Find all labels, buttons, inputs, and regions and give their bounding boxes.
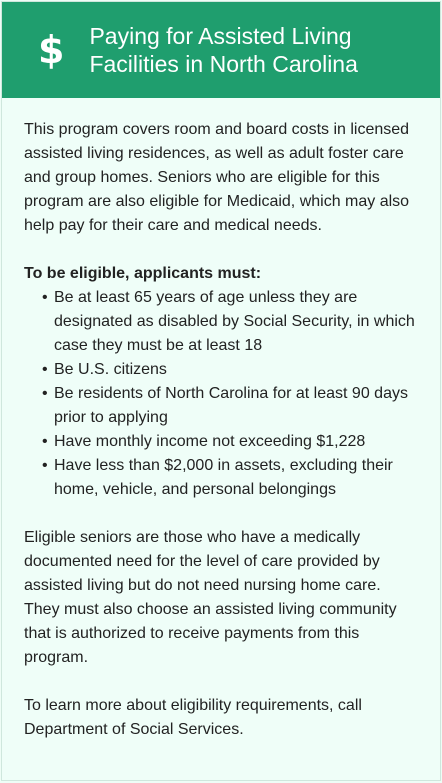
card-title: Paying for Assisted Living Facilities in North Carolina [89, 23, 358, 77]
list-item: • Be at least 65 years of age unless they are designated as disabled by Social Security, in which case they must be at least 18 [24, 286, 420, 358]
info-card [1, 1, 441, 781]
eligibility-heading: To be eligible, applicants must: [24, 265, 262, 282]
list-item: • Be U.S. citizens [24, 358, 420, 382]
list-item: • Have less than $2,000 in assets, excluding their home, vehicle, and personal belongings [24, 454, 420, 502]
requirements-list [24, 286, 420, 502]
card-header [2, 2, 440, 98]
dollar-sign-icon: $ [38, 28, 65, 72]
list-item: • Be residents of North Carolina for at least 90 days prior to applying [24, 382, 420, 430]
intro-paragraph: This program covers room and board costs in licensed assisted living residences, as well as adult foster care and group homes. Seniors who are eligible for this program are also eligible for Medicaid, which may also help pay for their care and medical needs. [24, 121, 410, 234]
eligible-seniors-paragraph: Eligible seniors are those who have a medically documented need for the level of care provided by assisted living but do not need nursing home care. They must also choose an assisted living community that is authorized to receive payments from this program. [24, 529, 397, 666]
learn-more-paragraph: To learn more about eligibility requirements, call Department of Social Services. [24, 697, 362, 738]
list-item: • Have monthly income not exceeding $1,228 [24, 430, 420, 454]
card-content [2, 98, 440, 742]
